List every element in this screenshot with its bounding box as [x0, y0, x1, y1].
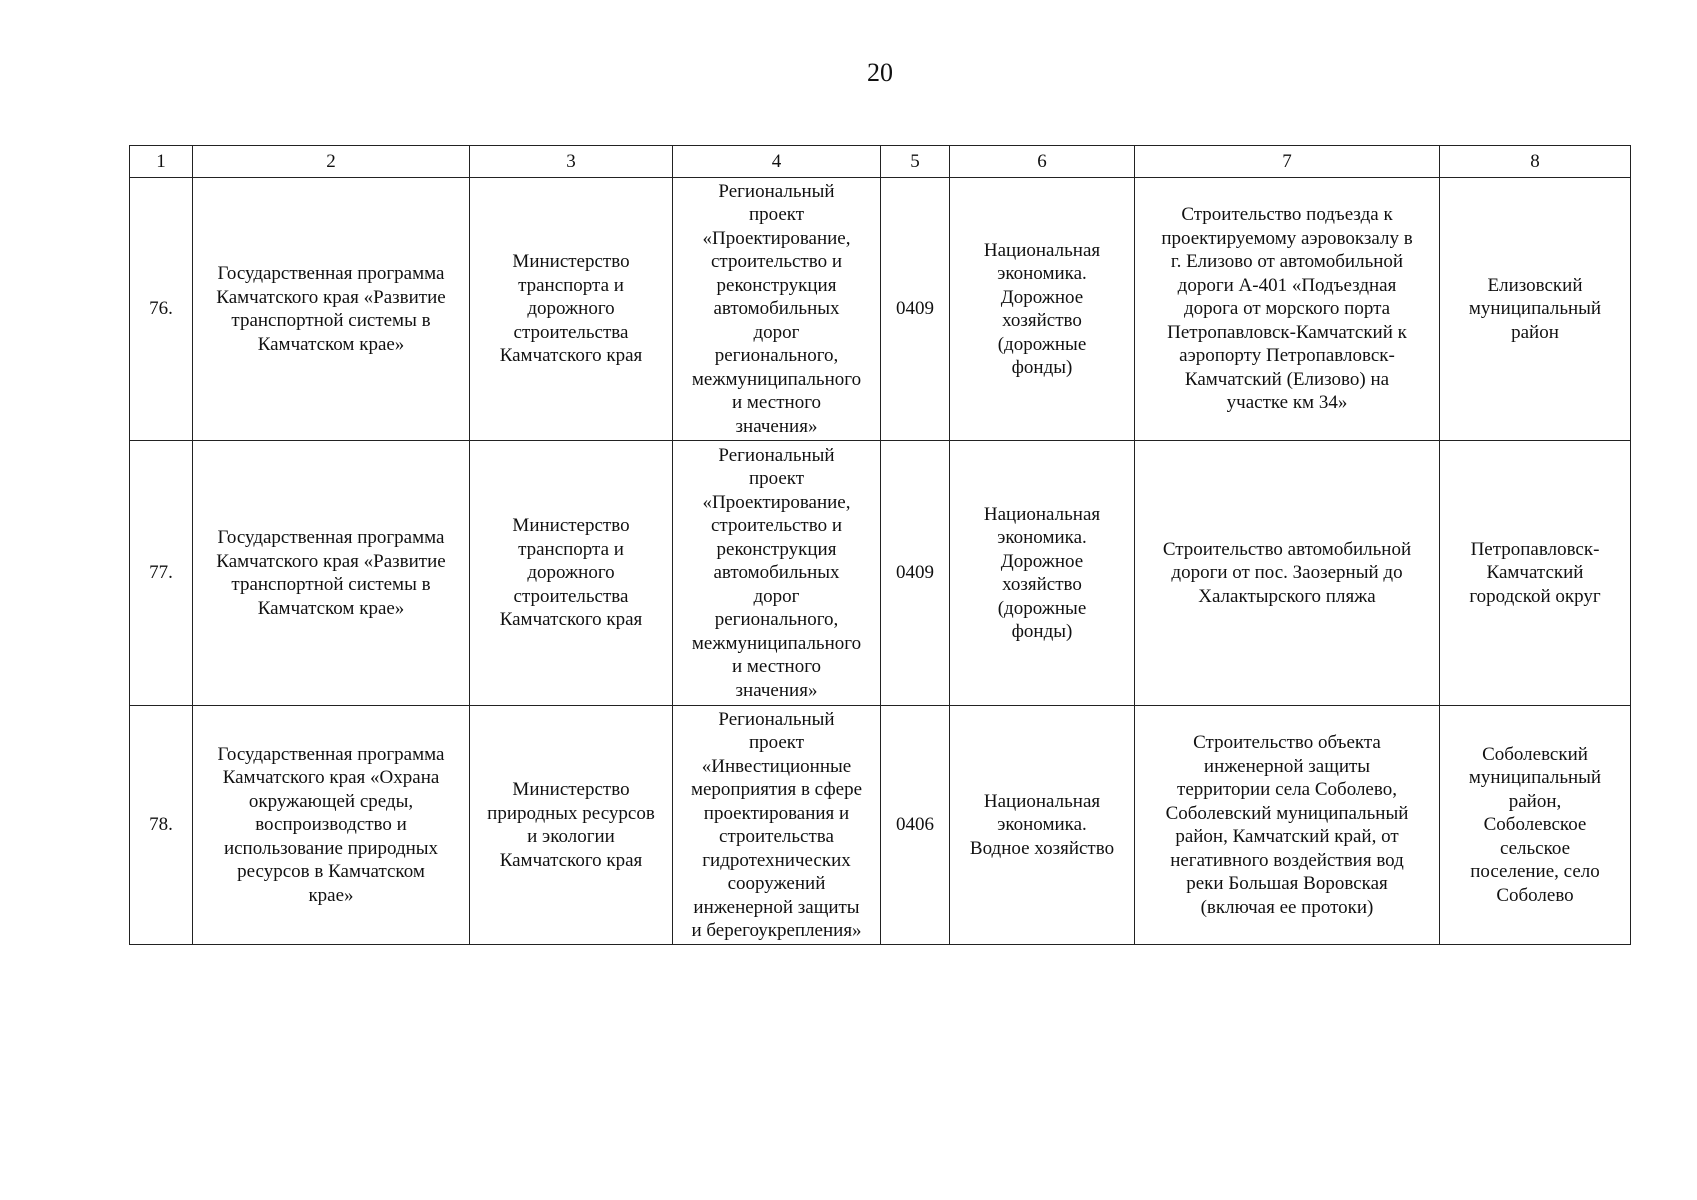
column-header: 3	[470, 146, 673, 178]
table-row	[130, 441, 1631, 706]
ministry-cell: Министерство природных ресурсов и экологии Камчатского края	[470, 706, 673, 945]
column-header: 4	[673, 146, 881, 178]
project-cell: Региональный проект «Инвестиционные мероприятия в сфере проектирования и строительства гидротехнических сооружений инженерной защиты и берегоукрепления»	[673, 706, 881, 945]
row-number: 78.	[130, 706, 193, 945]
column-header: 6	[950, 146, 1135, 178]
program-cell: Государственная программа Камчатского края «Развитие транспортной системы в Камчатском крае»	[193, 178, 470, 441]
location-cell: Соболевский муниципальный район, Соболевское сельское поселение, село Соболево	[1440, 706, 1631, 945]
location-cell: Петропавловск- Камчатский городской округ	[1440, 441, 1631, 706]
object-cell: Строительство подъезда к проектируемому аэровокзалу в г. Елизово от автомобильной дороги А-401 «Подъездная дорога от морского порта Петропавловск-Камчатский к аэропорту Петропавловск- Камчатский (Елизово) на участке км 34»	[1135, 178, 1440, 441]
object-cell: Строительство автомобильной дороги от пос. Заозерный до Халактырского пляжа	[1135, 441, 1440, 706]
column-header: 7	[1135, 146, 1440, 178]
program-cell: Государственная программа Камчатского края «Охрана окружающей среды, воспроизводство и использование природных ресурсов в Камчатском крае»	[193, 706, 470, 945]
table-row	[130, 706, 1631, 945]
data-table	[129, 145, 1631, 945]
table-row	[130, 178, 1631, 441]
project-cell: Региональный проект «Проектирование, строительство и реконструкция автомобильных дорог регионального, межмуниципального и местного значения»	[673, 178, 881, 441]
project-cell: Региональный проект «Проектирование, строительство и реконструкция автомобильных дорог регионального, межмуниципального и местного значения»	[673, 441, 881, 706]
code-cell: 0409	[881, 178, 950, 441]
row-number: 76.	[130, 178, 193, 441]
column-header: 1	[130, 146, 193, 178]
page-number: 20	[867, 58, 893, 87]
object-cell: Строительство объекта инженерной защиты территории села Соболево, Соболевский муниципальный район, Камчатский край, от негативного воздействия вод реки Большая Воровская (включая ее протоки)	[1135, 706, 1440, 945]
column-header: 2	[193, 146, 470, 178]
program-cell: Государственная программа Камчатского края «Развитие транспортной системы в Камчатском крае»	[193, 441, 470, 706]
section-cell: Национальная экономика. Дорожное хозяйство (дорожные фонды)	[950, 178, 1135, 441]
location-cell: Елизовский муниципальный район	[1440, 178, 1631, 441]
row-number: 77.	[130, 441, 193, 706]
ministry-cell: Министерство транспорта и дорожного строительства Камчатского края	[470, 178, 673, 441]
code-cell: 0409	[881, 441, 950, 706]
ministry-cell: Министерство транспорта и дорожного строительства Камчатского края	[470, 441, 673, 706]
table-header-row	[130, 146, 1631, 178]
section-cell: Национальная экономика. Водное хозяйство	[950, 706, 1135, 945]
column-header: 8	[1440, 146, 1631, 178]
column-header: 5	[881, 146, 950, 178]
code-cell: 0406	[881, 706, 950, 945]
section-cell: Национальная экономика. Дорожное хозяйство (дорожные фонды)	[950, 441, 1135, 706]
